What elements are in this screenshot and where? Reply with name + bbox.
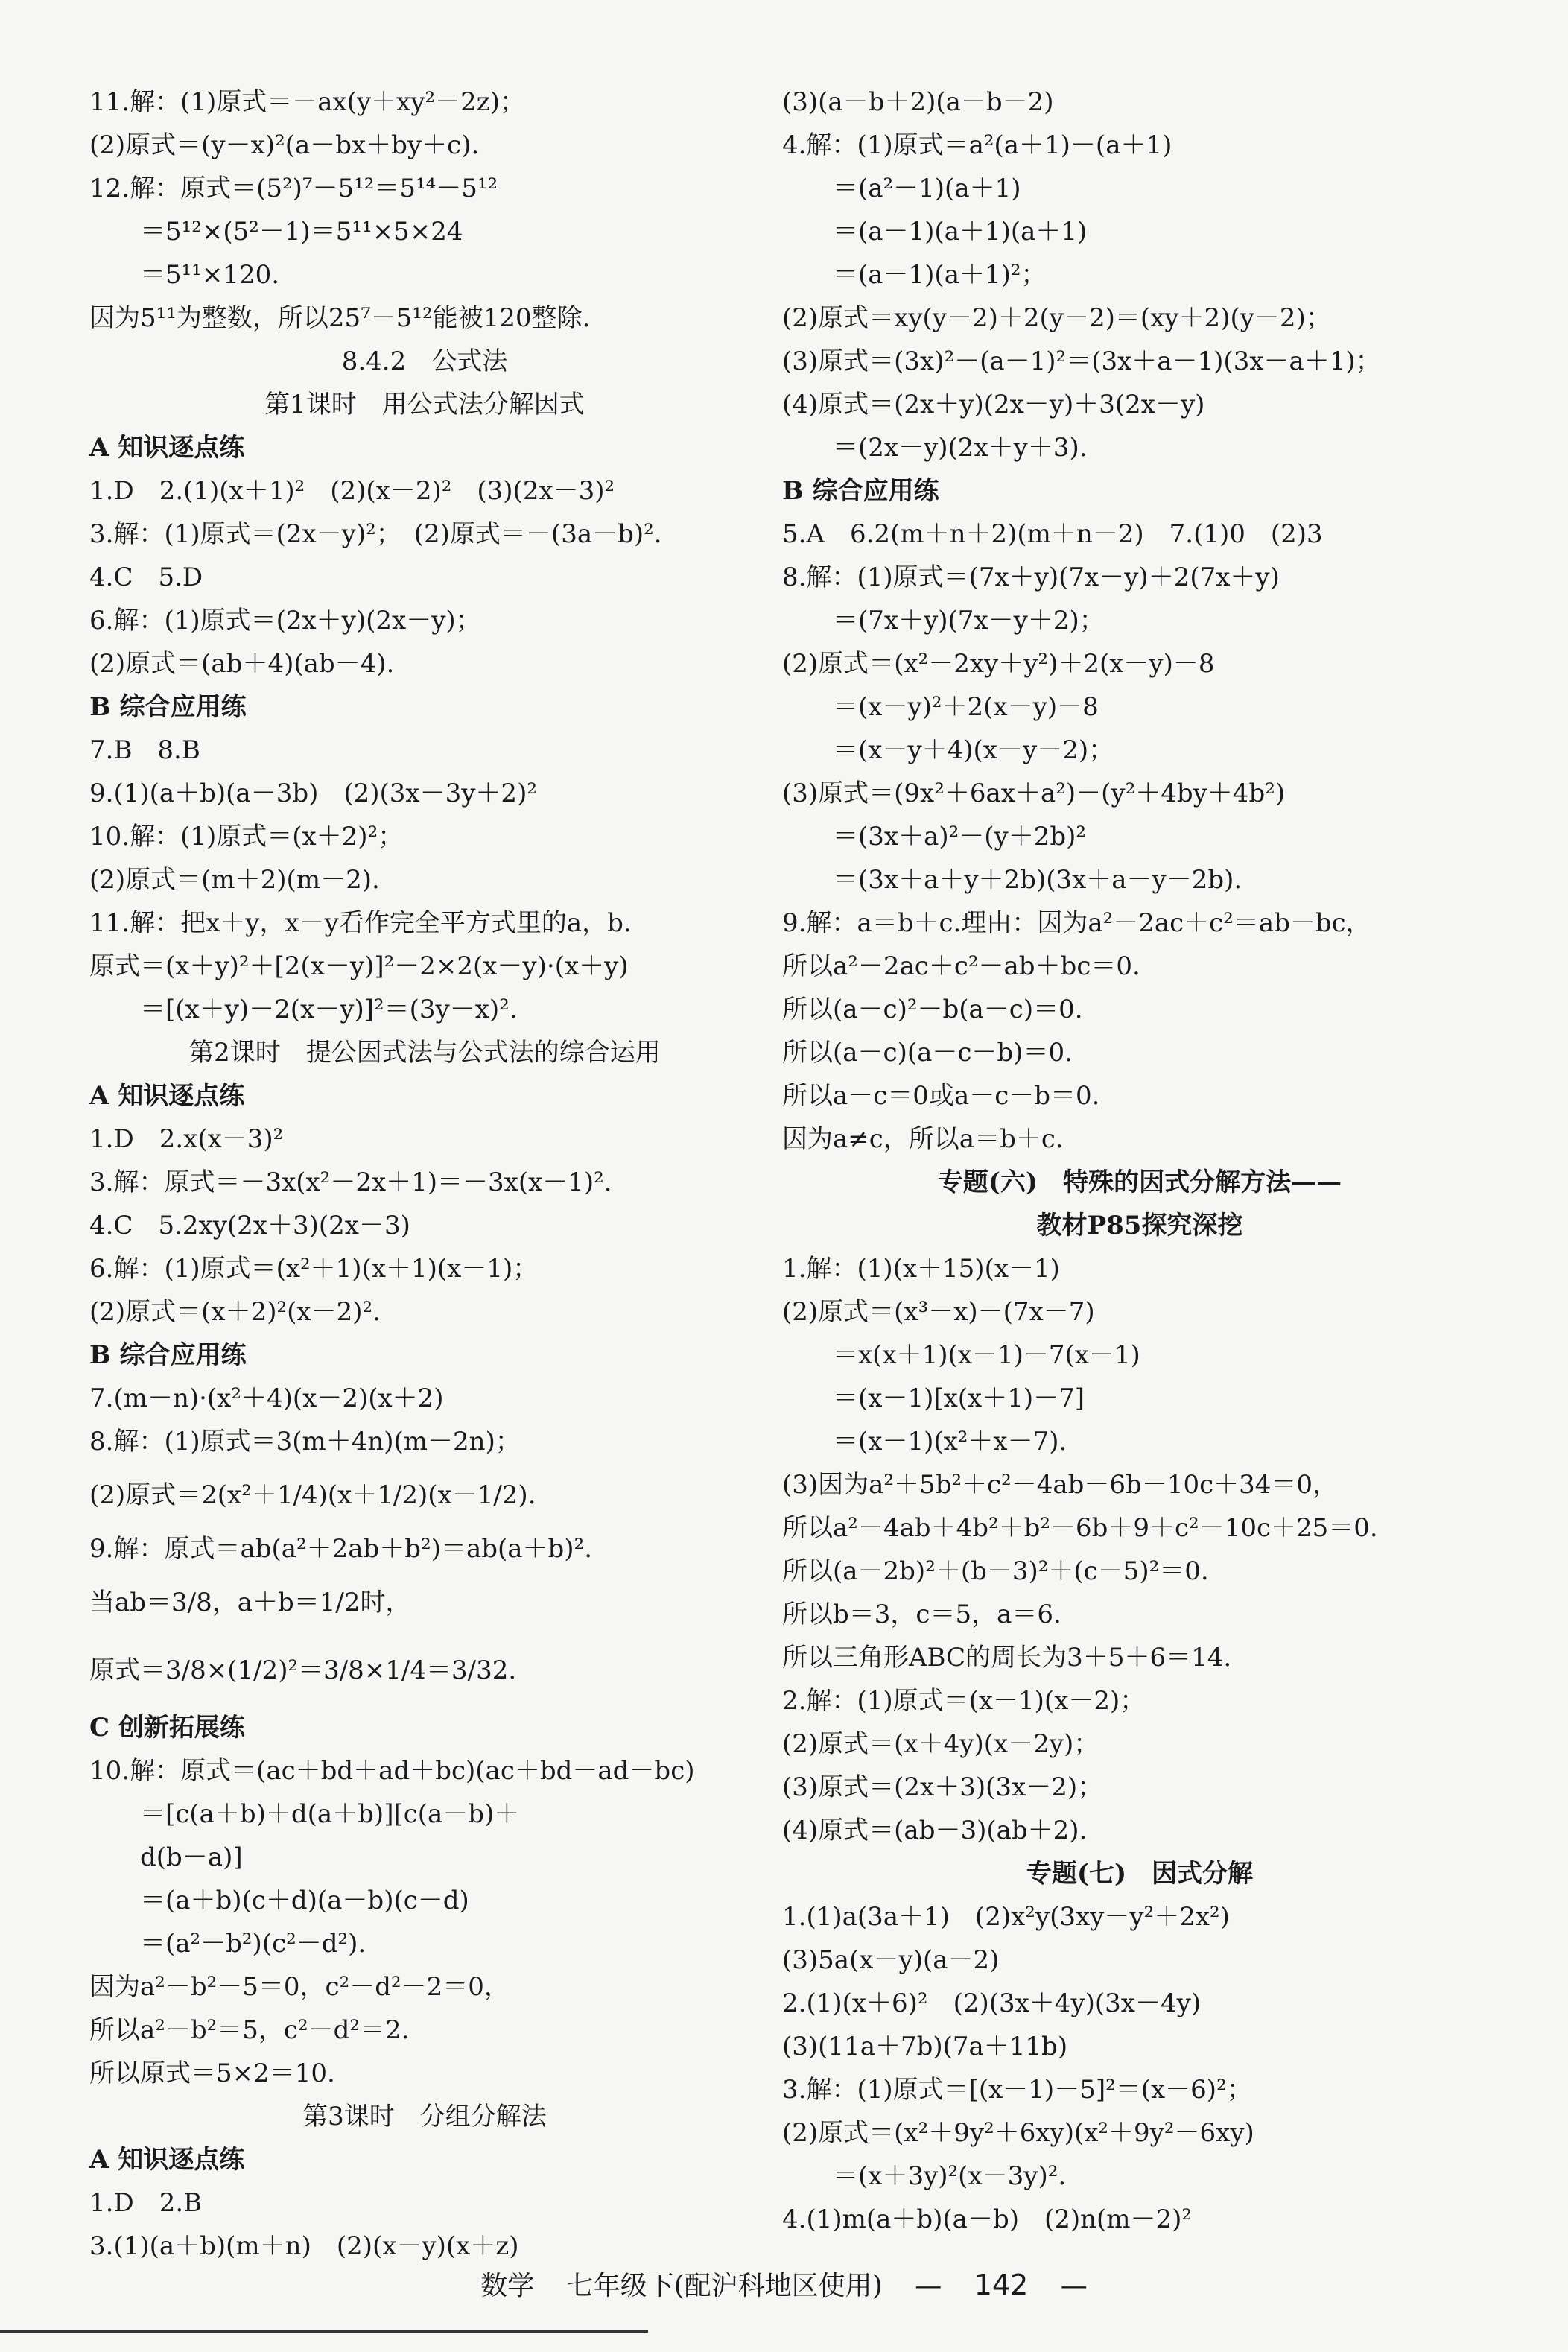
answer-line: ＝5¹¹×120. [89,260,280,290]
lesson-heading: 第3课时 分组分解法 [302,2102,547,2131]
answer-line: ＝(3x＋a＋y＋2b)(3x＋a－y－2b). [782,865,1242,895]
topic-subheading: 教材P85探究深挖 [1036,1211,1243,1240]
answer-line: 3.解：原式＝－3x(x²－2x＋1)＝－3x(x－1)². [89,1167,612,1197]
answer-line: 1.解：(1)(x＋15)(x－1) [782,1254,1060,1284]
lesson-heading: 第2课时 提公因式法与公式法的综合运用 [188,1038,661,1068]
section-heading: 8.4.2 公式法 [341,346,508,376]
practice-heading: C 创新拓展练 [89,1713,245,1743]
answer-line: ＝[c(a＋b)＋d(a＋b)][c(a－b)＋ [89,1799,520,1829]
answer-line: (3)(11a＋7b)(7a＋11b) [782,2032,1068,2061]
answer-line: 因为5¹¹为整数，所以25⁷－5¹²能被120整除. [89,303,591,333]
answer-line: 3.解：(1)原式＝[(x－1)－5]²＝(x－6)²； [782,2075,1252,2105]
answer-line: ＝(a＋b)(c＋d)(a－b)(c－d) [89,1886,469,1915]
answer-line: 当ab＝3/8，a＋b＝1/2时， [89,1588,411,1617]
answer-line: 所以a²－b²＝5，c²－d²＝2. [89,2015,410,2045]
answer-line: ＝(a－1)(a＋1)²； [782,260,1047,290]
answer-line: 7.B 8.B [89,735,200,765]
topic-heading: 专题(六) 特殊的因式分解方法—— [937,1167,1342,1197]
answer-line: 2.解：(1)原式＝(x－1)(x－2)； [782,1686,1146,1716]
answer-line: 11.解：把x＋y，x－y看作完全平方式里的a，b. [89,908,632,938]
answer-line: 4.解：(1)原式＝a²(a＋1)－(a＋1) [782,130,1172,160]
practice-heading: B 综合应用练 [89,1340,247,1370]
answer-line: (2)原式＝(x³－x)－(7x－7) [782,1297,1095,1327]
answer-line: 所以a－c＝0或a－c－b＝0. [782,1081,1100,1111]
answer-line: 因为a²－b²－5＝0，c²－d²－2＝0， [89,1972,510,2002]
answer-line: (2)原式＝(x²－2xy＋y²)＋2(x－y)－8 [782,649,1215,679]
answer-line: (2)原式＝(x²＋9y²＋6xy)(x²＋9y²－6xy) [782,2118,1254,2148]
answer-line: 8.解：(1)原式＝3(m＋4n)(m－2n)； [89,1427,521,1456]
answer-line: 原式＝(x＋y)²＋[2(x－y)]²－2×2(x－y)·(x＋y) [89,951,629,981]
answer-line: (4)原式＝(2x＋y)(2x－y)＋3(2x－y) [782,390,1205,419]
topic-heading: 专题(七) 因式分解 [1026,1859,1254,1889]
answer-line: 所以b＝3，c＝5，a＝6. [782,1600,1061,1629]
answer-line: 3.解：(1)原式＝(2x－y)²； (2)原式＝－(3a－b)². [89,519,662,549]
answer-line: (2)原式＝(m＋2)(m－2). [89,865,380,895]
answer-line: 9.(1)(a＋b)(a－3b) (2)(3x－3y＋2)² [89,779,537,808]
answer-line: (2)原式＝(y－x)²(a－bx＋by＋c). [89,130,480,160]
answer-line: ＝(x－y＋4)(x－y－2)； [782,735,1114,765]
answer-line: 6.解：(1)原式＝(2x＋y)(2x－y)； [89,606,481,635]
answer-line: ＝(x＋3y)²(x－3y)². [782,2161,1067,2191]
answer-line: (3)5a(x－y)(a－2) [782,1945,1000,1975]
answer-line: 因为a≠c，所以a＝b＋c. [782,1124,1064,1154]
footer-dash-right: — [1060,2271,1088,2301]
answer-line: 10.解：原式＝(ac＋bd＋ad＋bc)(ac＋bd－ad－bc) [89,1756,695,1786]
footer-dash-left: — [915,2271,942,2301]
answer-line: (2)原式＝(x＋2)²(x－2)². [89,1297,381,1327]
page-number: 142 [974,2269,1029,2301]
answer-line: 所以(a－c)(a－c－b)＝0. [782,1038,1073,1068]
answer-line: ＝(x－1)(x²＋x－7). [782,1427,1067,1456]
practice-heading: A 知识逐点练 [89,433,245,463]
answer-line: ＝x(x＋1)(x－1)－7(x－1) [782,1340,1140,1370]
answer-line: 所以(a－c)²－b(a－c)＝0. [782,995,1083,1024]
practice-heading: A 知识逐点练 [89,1081,245,1111]
answer-line: 4.(1)m(a＋b)(a－b) (2)n(m－2)² [782,2204,1193,2234]
answer-line: 11.解：(1)原式＝－ax(y＋xy²－2z)； [89,87,525,117]
page-footer [0,2265,1568,2303]
left-column [89,80,760,2268]
answer-line: 8.解：(1)原式＝(7x＋y)(7x－y)＋2(7x＋y) [782,562,1280,592]
answer-line: 所以a²－4ab＋4b²＋b²－6b＋9＋c²－10c＋25＝0. [782,1513,1378,1543]
lesson-heading: 第1课时 用公式法分解因式 [264,390,585,419]
practice-heading: A 知识逐点练 [89,2145,245,2175]
answer-line: ＝(2x－y)(2x＋y＋3). [782,433,1088,463]
answer-line: (3)因为a²＋5b²＋c²－4ab－6b－10c＋34＝0， [782,1470,1339,1500]
answer-line: (2)原式＝2(x²＋1/4)(x＋1/2)(x－1/2). [89,1480,536,1510]
answer-line: ＝5¹²×(5²－1)＝5¹¹×5×24 [89,217,463,247]
answer-line: 1.D 2.(1)(x＋1)² (2)(x－2)² (3)(2x－3)² [89,476,615,506]
answer-line: 所以原式＝5×2＝10. [89,2058,335,2088]
answer-line: ＝[(x＋y)－2(x－y)]²＝(3y－x)². [89,995,518,1024]
answer-line: 12.解：原式＝(5²)⁷－5¹²＝5¹⁴－5¹² [89,174,498,203]
answer-line: 9.解：原式＝ab(a²＋2ab＋b²)＝ab(a＋b)². [89,1534,593,1564]
right-column [782,80,1497,2241]
answer-line: 5.A 6.2(m＋n＋2)(m＋n－2) 7.(1)0 (2)3 [782,519,1323,549]
answer-line: 4.C 5.D [89,562,203,592]
practice-heading: B 综合应用练 [782,476,939,506]
answer-line: ＝(x－1)[x(x＋1)－7] [782,1383,1085,1413]
answer-line: ＝(7x＋y)(7x－y＋2)； [782,606,1105,635]
bottom-rule [0,2330,648,2333]
answer-line: 7.(m－n)·(x²＋4)(x－2)(x＋2) [89,1383,444,1413]
answer-line: (3)原式＝(3x)²－(a－1)²＝(3x＋a－1)(3x－a＋1)； [782,346,1381,376]
answer-line: 4.C 5.2xy(2x＋3)(2x－3) [89,1211,410,1240]
answer-line: 所以三角形ABC的周长为3＋5＋6＝14. [782,1643,1232,1673]
answer-line: ＝(a²－b²)(c²－d²). [89,1929,366,1959]
answer-line: 2.(1)(x＋6)² (2)(3x＋4y)(3x－4y) [782,1988,1202,2018]
answer-line: 10.解：(1)原式＝(x＋2)²； [89,822,404,852]
answer-line: (2)原式＝xy(y－2)＋2(y－2)＝(xy＋2)(y－2)； [782,303,1331,333]
answer-line: 原式＝3/8×(1/2)²＝3/8×1/4＝3/32. [89,1655,517,1685]
answer-line: ＝(3x＋a)²－(y＋2b)² [782,822,1086,852]
answer-line: 1.(1)a(3a＋1) (2)x²y(3xy－y²＋2x²) [782,1902,1230,1932]
answer-line: 3.(1)(a＋b)(m＋n) (2)(x－y)(x＋z) [89,2231,519,2261]
answer-line: (3)原式＝(9x²＋6ax＋a²)－(y²＋4by＋4b²) [782,779,1286,808]
answer-line: (4)原式＝(ab－3)(ab＋2). [782,1816,1088,1845]
answer-line: (2)原式＝(ab＋4)(ab－4). [89,649,395,679]
answer-line: ＝(x－y)²＋2(x－y)－8 [782,692,1099,722]
answer-line: ＝(a－1)(a＋1)(a＋1) [782,217,1088,247]
answer-line: d(b－a)] [89,1842,243,1872]
answer-line: (3)原式＝(2x＋3)(3x－2)； [782,1772,1103,1802]
answer-line: 1.D 2.x(x－3)² [89,1124,284,1154]
answer-line: 1.D 2.B [89,2188,203,2218]
answer-line: 9.解：a＝b＋c.理由：因为a²－2ac＋c²＝ab－bc， [782,908,1371,938]
footer-grade: 七年级下(配沪科地区使用) [566,2271,883,2301]
answer-line: 所以(a－2b)²＋(b－3)²＋(c－5)²＝0. [782,1556,1209,1586]
answer-line: ＝(a²－1)(a＋1) [782,174,1021,203]
answer-line: (3)(a－b＋2)(a－b－2) [782,87,1054,117]
practice-heading: B 综合应用练 [89,692,247,722]
footer-subject: 数学 [480,2271,535,2301]
answer-line: 所以a²－2ac＋c²－ab＋bc＝0. [782,951,1140,981]
answer-line: (2)原式＝(x＋4y)(x－2y)； [782,1729,1099,1759]
answer-line: 6.解：(1)原式＝(x²＋1)(x＋1)(x－1)； [89,1254,539,1284]
